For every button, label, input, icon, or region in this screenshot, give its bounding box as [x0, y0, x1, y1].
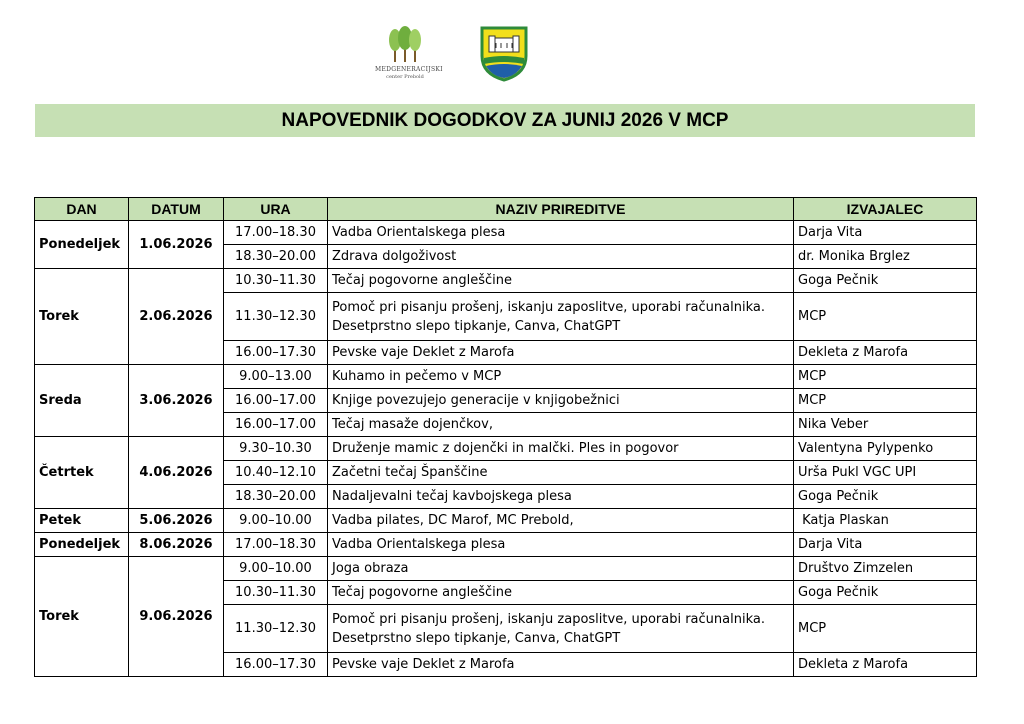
performer-cell: Dekleta z Marofa: [794, 653, 977, 677]
logo-line1: MEDGENERACIJSKI: [375, 66, 443, 73]
date-cell: 4.06.2026: [129, 437, 224, 509]
day-cell: Ponedeljek: [35, 221, 129, 269]
event-name-cell: Joga obraza: [328, 557, 794, 581]
table-row: [35, 221, 977, 245]
event-name-cell: Tečaj pogovorne angleščine: [328, 581, 794, 605]
day-cell: Četrtek: [35, 437, 129, 509]
table-row: [35, 437, 977, 461]
event-name-cell: Vadba pilates, DC Marof, MC Prebold,: [328, 509, 794, 533]
event-name-cell: Začetni tečaj Španščine: [328, 461, 794, 485]
table-row: [35, 365, 977, 389]
table-row: [35, 269, 977, 293]
mcp-logo: [375, 26, 443, 82]
event-name-cell: Tečaj pogovorne angleščine: [328, 269, 794, 293]
time-cell: 9.00–10.00: [224, 509, 328, 533]
event-name-cell: Pevske vaje Deklet z Marofa: [328, 341, 794, 365]
time-cell: 11.30–12.30: [224, 605, 328, 653]
day-cell: Torek: [35, 557, 129, 677]
column-header-performer: IZVAJALEC: [794, 198, 977, 221]
logo-line2: center Prebold: [386, 74, 424, 80]
time-cell: 10.30–11.30: [224, 269, 328, 293]
performer-cell: Katja Plaskan: [794, 509, 977, 533]
time-cell: 16.00–17.30: [224, 653, 328, 677]
event-name-cell: Vadba Orientalskega plesa: [328, 533, 794, 557]
time-cell: 17.00–18.30: [224, 533, 328, 557]
day-cell: Ponedeljek: [35, 533, 129, 557]
table-row: [35, 509, 977, 533]
event-name-cell: Pomoč pri pisanju prošenj, iskanju zaposlitve, uporabi računalnika. Desetprstno slepo tipkanje, Canva, ChatGPT: [328, 605, 794, 653]
performer-cell: MCP: [794, 389, 977, 413]
event-name-cell: Pevske vaje Deklet z Marofa: [328, 653, 794, 677]
time-cell: 11.30–12.30: [224, 293, 328, 341]
time-cell: 17.00–18.30: [224, 221, 328, 245]
time-cell: 16.00–17.00: [224, 413, 328, 437]
performer-cell: Valentyna Pylypenko: [794, 437, 977, 461]
event-name-cell: Vadba Orientalskega plesa: [328, 221, 794, 245]
trees-icon: [385, 26, 425, 64]
event-name-cell: Kuhamo in pečemo v MCP: [328, 365, 794, 389]
column-header-event: NAZIV PRIREDITVE: [328, 198, 794, 221]
time-cell: 10.40–12.10: [224, 461, 328, 485]
performer-cell: MCP: [794, 293, 977, 341]
column-header-date: DATUM: [129, 198, 224, 221]
performer-cell: dr. Monika Brglez: [794, 245, 977, 269]
date-cell: 9.06.2026: [129, 557, 224, 677]
table-row: [35, 533, 977, 557]
time-cell: 9.00–13.00: [224, 365, 328, 389]
performer-cell: Društvo Zimzelen: [794, 557, 977, 581]
logos: [0, 22, 1024, 82]
performer-cell: Dekleta z Marofa: [794, 341, 977, 365]
performer-cell: Goga Pečnik: [794, 269, 977, 293]
date-cell: 2.06.2026: [129, 269, 224, 365]
time-cell: 10.30–11.30: [224, 581, 328, 605]
performer-cell: Urša Pukl VGC UPI: [794, 461, 977, 485]
time-cell: 9.00–10.00: [224, 557, 328, 581]
table-header-row: [35, 198, 977, 221]
event-name-cell: Knjige povezujejo generacije v knjigobežnici: [328, 389, 794, 413]
event-name-cell: Tečaj masaže dojenčkov,: [328, 413, 794, 437]
column-header-day: DAN: [35, 198, 129, 221]
time-cell: 9.30–10.30: [224, 437, 328, 461]
event-name-cell: Druženje mamic z dojenčki in malčki. Ples in pogovor: [328, 437, 794, 461]
performer-cell: Goga Pečnik: [794, 485, 977, 509]
event-name-cell: Nadaljevalni tečaj kavbojskega plesa: [328, 485, 794, 509]
performer-cell: MCP: [794, 605, 977, 653]
performer-cell: Darja Vita: [794, 221, 977, 245]
performer-cell: MCP: [794, 365, 977, 389]
performer-cell: Goga Pečnik: [794, 581, 977, 605]
page-title: NAPOVEDNIK DOGODKOV ZA JUNIJ 2026 V MCP: [281, 109, 729, 131]
table-row: [35, 557, 977, 581]
date-cell: 5.06.2026: [129, 509, 224, 533]
time-cell: 16.00–17.00: [224, 389, 328, 413]
title-banner: [35, 104, 975, 137]
date-cell: 3.06.2026: [129, 365, 224, 437]
day-cell: Sreda: [35, 365, 129, 437]
performer-cell: Darja Vita: [794, 533, 977, 557]
day-cell: Torek: [35, 269, 129, 365]
day-cell: Petek: [35, 509, 129, 533]
date-cell: 1.06.2026: [129, 221, 224, 269]
schedule-table: [34, 197, 977, 677]
event-name-cell: Zdrava dolgoživost: [328, 245, 794, 269]
event-name-cell: Pomoč pri pisanju prošenj, iskanju zaposlitve, uporabi računalnika. Desetprstno slepo tipkanje, Canva, ChatGPT: [328, 293, 794, 341]
performer-cell: Nika Veber: [794, 413, 977, 437]
time-cell: 18.30–20.00: [224, 485, 328, 509]
column-header-time: URA: [224, 198, 328, 221]
date-cell: 8.06.2026: [129, 533, 224, 557]
municipality-crest-icon: [480, 26, 528, 82]
time-cell: 18.30–20.00: [224, 245, 328, 269]
time-cell: 16.00–17.30: [224, 341, 328, 365]
